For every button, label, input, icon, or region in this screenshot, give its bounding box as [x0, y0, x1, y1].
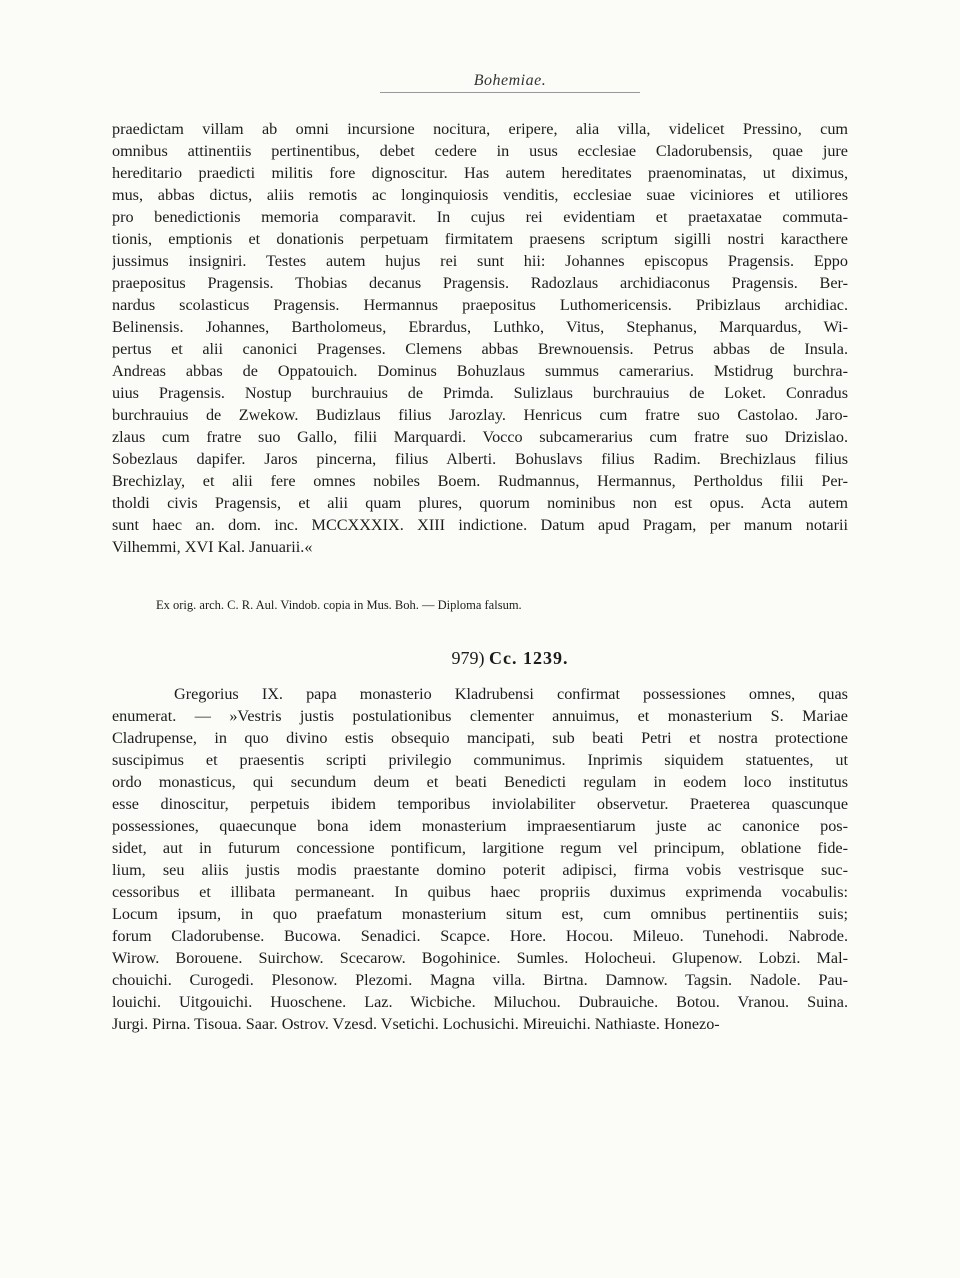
text-line: Cladrupense, in quo divino estis obsequio mancipati, sub beati Petri et nostra protectione [112, 729, 848, 747]
text-line: burchrauius de Zwekow. Budizlaus filius Jarozlay. Henricus cum fratre suo Castolao. Jaro- [112, 406, 848, 424]
text-line: nardus scolasticus Pragensis. Hermannus praepositus Luthomericensis. Pribizlaus archidiac. [112, 296, 848, 314]
text-line: pro benedictionis memoria comparavit. In cujus rei evidentiam et praetaxatae commuta- [112, 208, 848, 226]
text-block-document-978 [112, 118, 848, 558]
source-note: Ex orig. arch. C. R. Aul. Vindob. copia in Mus. Boh. — Diploma falsum. [156, 598, 522, 612]
text-line: ordo monasticus, qui secundum deum et beati Benedicti regulam in eodem loco institutus [112, 773, 848, 791]
text-line: mus, abbas dictus, aliis remotis ac longinquiosis venditis, ecclesiae suae viciniores et utiliores [112, 186, 848, 204]
document-number: 979) [451, 648, 485, 668]
document-year: Cc. 1239. [489, 648, 569, 668]
text-block-document-979 [112, 683, 848, 1035]
text-line: jussimus insigniri. Testes autem hujus rei sunt hii: Johannes episcopus Pragensis. Eppo [112, 252, 848, 270]
text-line: sunt haec an. dom. inc. MCCXXXIX. XIII indictione. Datum apud Pragam, per manum notarii [112, 516, 848, 534]
text-line: possessiones, quaecunque bona idem monasterium impraesentiarum juste ac canonice pos- [112, 817, 848, 835]
text-line: Gregorius IX. papa monasterio Kladrubensi confirmat possessiones omnes, quas [174, 685, 848, 703]
text-line: Andreas abbas de Oppatouich. Dominus Bohuzlaus summus camerarius. Mstidrug burchra- [112, 362, 848, 380]
text-line: Jurgi. Pirna. Tisoua. Saar. Ostrov. Vzesd. Vsetichi. Lochusichi. Mireuichi. Nathiaste. Honezo- [112, 1015, 720, 1033]
running-head: Bohemiae. [380, 72, 640, 93]
text-line: Belinensis. Johannes, Bartholomeus, Ebrardus, Luthko, Vitus, Stephanus, Marquardus, Wi- [112, 318, 848, 336]
text-line: louichi. Uitgouichi. Huoschene. Laz. Wicbiche. Miluchou. Dubrauiche. Botou. Vranou. Suina. [112, 993, 848, 1011]
text-line: lium, seu aliis justis modis praestante domino poterit adipisci, firma vobis vestrisque suc- [112, 861, 848, 879]
text-line: praedictam villam ab omni incursione nocitura, eripere, alia villa, videlicet Pressino, cum [112, 120, 848, 138]
text-line: Sobezlaus dapifer. Jaros pincerna, filius Alberti. Bohuslavs filius Radim. Brechizlaus filius [112, 450, 848, 468]
text-line: zlaus cum fratre suo Gallo, filii Marquardi. Vocco subcamerarius cum fratre suo Drizislao. [112, 428, 848, 446]
text-line: cessoribus et illibata permaneant. In quibus haec propriis duximus exprimenda vocabulis: [112, 883, 848, 901]
text-line: uius Pragensis. Nostup burchrauius de Primda. Sulizlaus burchrauius de Loket. Conradus [112, 384, 848, 402]
text-line: sidet, aut in futurum concessione pontificum, largitione regum vel principum, oblatione fide- [112, 839, 848, 857]
text-line: Locum ipsum, in quo praefatum monasterium situm est, cum omnibus pertinentiis suis; [112, 905, 848, 923]
text-line: hereditario praedicti militis fore dignoscitur. Has autem hereditates praenominatas, ut diximus, [112, 164, 848, 182]
text-line: chouichi. Curogedi. Plesonow. Plezomi. Magna villa. Birtna. Damnow. Tagsin. Nadole. Pau- [112, 971, 848, 989]
text-line: suscipimus et praesentis scripti privilegio communimus. Inprimis siquidem statuentes, ut [112, 751, 848, 769]
text-line: pertus et alii canonici Pragenses. Clemens abbas Brewnouensis. Petrus abbas de Insula. [112, 340, 848, 358]
text-line: Vilhemmi, XVI Kal. Januarii.« [112, 538, 313, 556]
text-line: praepositus Pragensis. Thobias decanus Pragensis. Radozlaus archidiaconus Pragensis. Ber- [112, 274, 848, 292]
text-line: forum Cladorubense. Bucowa. Senadici. Scapce. Hore. Hocou. Mileuo. Tunehodi. Nabrode. [112, 927, 848, 945]
text-line: esse dinoscitur, perpetuis ibidem temporibus inviolabiliter observetur. Praeterea quascunque [112, 795, 848, 813]
document-heading [360, 645, 660, 671]
text-line: tionis, emptionis et donationis perpetuam firmitatem praesens scriptum sigilli nostri karacthere [112, 230, 848, 248]
text-line: Wirow. Borouene. Suirchow. Scecarow. Bogohinice. Sumles. Holocheui. Glupenow. Lobzi. Mal- [112, 949, 848, 967]
text-line: Brechizlay, et alii fere omnes nobiles Boem. Rudmannus, Hermannus, Pertholdus filii Per- [112, 472, 848, 490]
text-line: enumerat. — »Vestris justis postulationibus clementer annuimus, et monasterium S. Mariae [112, 707, 848, 725]
text-line: omnibus attinentiis pertinentibus, debet cedere in usus ecclesiae Cladorubensis, quae jure [112, 142, 848, 160]
text-line: tholdi civis Pragensis, et alii quam plures, quorum nominibus non est opus. Acta autem [112, 494, 848, 512]
